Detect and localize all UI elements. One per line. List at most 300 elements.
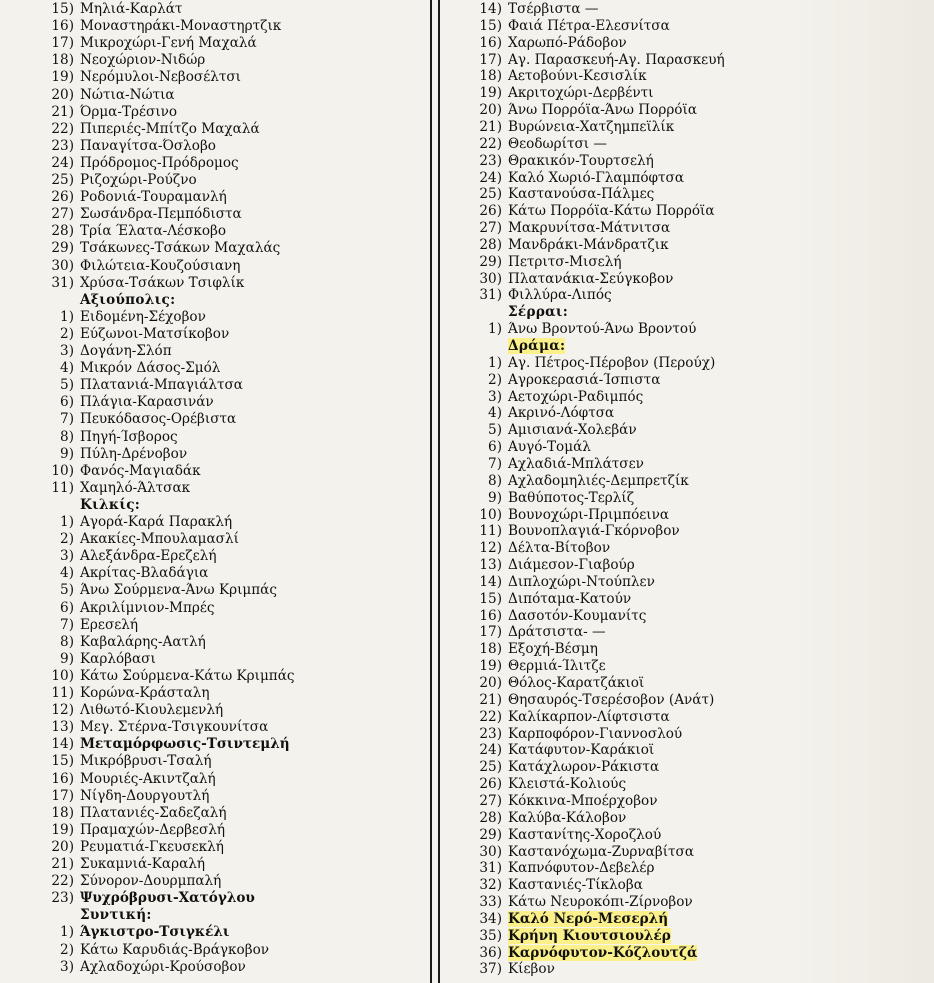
entry-text: Βουνοπλαγιά-Γκόρνοβον: [508, 523, 680, 540]
entry-number: 19): [51, 69, 74, 86]
entry-text: Καστανόχωμα-Ζυρναβίτσα: [508, 843, 695, 860]
entry-number: 6): [60, 394, 74, 411]
entry-text: Μανδράκι-Μάνδρατζικ: [508, 236, 669, 253]
entry-text: Μικρόβρυσι-Τσαλή: [80, 753, 212, 770]
list-entry: [468, 944, 697, 962]
list-entry: [468, 910, 668, 928]
list-entry: [468, 623, 606, 641]
entry-number: 14): [51, 736, 74, 753]
list-entry: [40, 941, 269, 959]
entry-text: Φιλλύρα-Λιπός: [508, 287, 612, 304]
entry-number: 20): [479, 675, 502, 691]
entry-number: 18): [479, 641, 502, 658]
entry-number: 15): [51, 753, 74, 770]
entry-text: Μικροχώρι-Γενή Μαχαλά: [80, 35, 257, 52]
entry-text: Μουριές-Ακιντζαλή: [80, 770, 216, 787]
entry-text: Πιπεριές-Μπίτζο Μαχαλά: [80, 120, 260, 137]
entry-number: 23): [479, 152, 502, 169]
list-entry: [40, 171, 197, 189]
entry-number: 22): [479, 708, 502, 725]
entry-number: 16): [479, 34, 502, 51]
entry-number: 16): [51, 18, 74, 35]
entry-text: Θρακικόν-Τουρτσελή: [508, 152, 654, 169]
list-entry: [40, 410, 236, 428]
entry-text: Βυρώνεια-Χατζημπεϊλίκ: [508, 118, 675, 135]
list-entry: [468, 320, 696, 338]
list-entry: [40, 239, 280, 257]
entry-number: 23): [51, 890, 74, 907]
entry-number: 1): [488, 321, 502, 338]
entry-number: 21): [479, 691, 502, 708]
list-entry: [468, 489, 634, 507]
entry-text: Ακρίτας-Βλαδάγια: [80, 565, 209, 582]
entry-number: 10): [51, 462, 74, 479]
entry-number: 11): [51, 685, 74, 701]
entry-text: Φιλώτεια-Κουζούσιανη: [80, 257, 241, 274]
list-entry: [468, 708, 670, 726]
entry-number: 10): [51, 667, 74, 684]
entry-number: 2): [60, 941, 74, 958]
list-entry: [468, 573, 655, 591]
entry-number: 34): [479, 910, 502, 927]
entry-number: 7): [488, 455, 502, 472]
list-entry: [468, 253, 621, 271]
list-entry: [40, 701, 223, 719]
entry-number: 9): [60, 650, 74, 667]
list-entry: [468, 893, 693, 911]
entry-number: 27): [479, 220, 502, 237]
entry-number: 3): [60, 343, 74, 359]
entry-text: Αλεξάνδρα-Ερεζελή: [80, 548, 217, 565]
list-entry: [40, 462, 201, 480]
column-divider: [430, 0, 432, 983]
entry-number: 14): [479, 1, 502, 17]
entry-text: Αχλαδιά-Μπλάτσεν: [508, 455, 644, 472]
list-entry: [40, 889, 255, 907]
entry-number: 6): [488, 439, 502, 456]
entry-text: Νώτια-Νώτια: [80, 86, 175, 103]
entry-text: Χαρωπό-Ράδοβον: [508, 34, 627, 51]
list-entry: [468, 202, 715, 220]
list-entry: [40, 564, 208, 582]
entry-text: Ακριλίμνιον-Μπρές: [80, 599, 215, 616]
list-entry: [468, 859, 654, 877]
column-divider-double: [438, 0, 440, 983]
entry-number: 24): [479, 169, 502, 186]
entry-text: Λιθωτό-Κιουλεμενλή: [80, 702, 224, 719]
list-entry: [40, 188, 227, 206]
entry-text: Πύλη-Δρένοβον: [80, 445, 188, 462]
list-entry: [468, 286, 612, 304]
entry-text: Διάμεσον-Γιαβούρ: [508, 557, 635, 574]
entry-number: 13): [51, 719, 74, 736]
entry-number: 6): [60, 599, 74, 616]
entry-text: Κατάφυτον-Καράκιοϊ: [508, 742, 655, 759]
list-entry: [40, 958, 246, 976]
list-entry: [40, 154, 239, 172]
entry-text: Πλατανιά-Μπαγιάλτσα: [80, 377, 243, 394]
entry-number: 25): [479, 759, 502, 776]
list-entry: [40, 137, 216, 155]
list-entry: [40, 274, 244, 292]
entry-number: 8): [488, 472, 502, 489]
list-entry: [468, 135, 607, 153]
list-entry: [40, 787, 209, 805]
entry-text: Όρμα-Τρέσινο: [80, 103, 178, 120]
entry-number: 20): [51, 838, 74, 855]
list-entry: [40, 923, 229, 941]
list-entry: [40, 342, 172, 360]
entry-text: Αμισιανά-Χολεβάν: [508, 422, 637, 439]
entry-number: 30): [479, 270, 502, 287]
list-entry: [40, 770, 216, 788]
list-entry: [468, 354, 715, 372]
entry-text: Ακριτοχώρι-Δερβέντι: [508, 85, 654, 102]
list-entry: [40, 616, 138, 634]
entry-number: 30): [479, 843, 502, 860]
entry-text: Κίεβον: [508, 961, 555, 978]
entry-number: 1): [488, 354, 502, 371]
entry-text: Κλειστά-Κολιούς: [508, 776, 627, 793]
list-entry: [468, 185, 654, 203]
list-entry: [468, 236, 669, 254]
entry-text: Συκαμνιά-Καραλή: [80, 856, 206, 872]
entry-number: 23): [479, 725, 502, 742]
entry-text: Χαμηλό-Άλτσακ: [80, 479, 191, 496]
entry-text: Πραμαχών-Δερβεσλή: [80, 821, 226, 838]
list-entry: [468, 691, 714, 709]
list-entry: [468, 775, 626, 793]
entry-number: 21): [51, 103, 74, 120]
entry-text: Μηλιά-Καρλάτ: [80, 1, 183, 17]
entry-number: 15): [479, 17, 502, 34]
entry-number: 36): [479, 944, 502, 961]
entry-number: 28): [479, 809, 502, 826]
entry-number: 31): [479, 287, 502, 304]
entry-text: Κάτω Νευροκόπι-Ζίρνοβον: [508, 894, 693, 911]
list-entry: [40, 633, 206, 651]
entry-number: 3): [60, 958, 74, 975]
list-entry: [468, 539, 610, 557]
entry-text: Νερόμυλοι-Νεβοσέλτσι: [80, 69, 241, 86]
entry-text: Εύζωνοι-Ματσίκοβον: [80, 325, 230, 342]
entry-number: 26): [479, 203, 502, 220]
entry-number: 11): [51, 479, 74, 496]
list-entry: [468, 455, 644, 473]
list-entry: [40, 17, 281, 35]
entry-number: 30): [51, 257, 74, 274]
entry-number: 25): [51, 172, 74, 188]
entry-text: Τρία Έλατα-Λέσκοβο: [80, 223, 227, 240]
entry-number: 25): [479, 186, 502, 203]
entry-number: 17): [51, 35, 74, 52]
list-entry: [468, 17, 670, 35]
entry-text: Άγκιστρο-Τσιγκέλι: [80, 924, 230, 941]
list-entry: [468, 607, 646, 625]
list-entry: [468, 809, 626, 827]
entry-number: 12): [479, 540, 502, 557]
entry-number: 26): [51, 189, 74, 206]
list-entry: [40, 428, 178, 446]
entry-number: 29): [479, 253, 502, 270]
entry-text: Αχλαδομηλιές-Δεμπρετζίκ: [508, 472, 689, 489]
entry-number: 22): [51, 120, 74, 137]
entry-number: 4): [60, 565, 74, 582]
entry-text: Ακακίες-Μπουλαμασλί: [80, 531, 239, 548]
list-entry: [468, 556, 635, 574]
entry-number: 18): [51, 52, 74, 69]
list-entry: [40, 838, 224, 856]
entry-number: 17): [479, 624, 502, 641]
entry-number: 28): [51, 223, 74, 240]
list-entry: [468, 472, 689, 490]
section-heading: [40, 496, 140, 514]
entry-text: Βαθύποτος-Τερλίζ: [508, 489, 635, 506]
section-heading-text: Σέρραι:: [508, 304, 569, 321]
entry-text: Διπλοχώρι-Ντούπλεν: [508, 573, 655, 590]
list-entry: [468, 657, 606, 675]
entry-text: Θόλος-Καρατζάκιοϊ: [508, 675, 645, 691]
list-entry: [40, 0, 182, 18]
entry-text: Άνω Σούρμενα-Άνω Κριμπάς: [80, 582, 277, 599]
list-entry: [40, 393, 214, 411]
section-heading: [40, 291, 175, 309]
entry-number: 8): [60, 428, 74, 445]
entry-text: Κατάχλωρον-Ράκιστα: [508, 759, 660, 776]
entry-text: Καστανίτης-Χοροζλού: [508, 826, 662, 843]
list-entry: [468, 34, 627, 52]
entry-text: Καρνόφυτον-Κόζλουτζά: [508, 944, 698, 961]
list-entry: [40, 308, 206, 326]
entry-text: Αυγό-Τομάλ: [508, 439, 591, 456]
entry-text: Καστανιές-Τίκλοβα: [508, 877, 643, 894]
entry-text: Αετοχώρι-Ραδιμπός: [508, 388, 644, 405]
entry-text: Καλό Χωριό-Γλαμπόφτσα: [508, 169, 684, 186]
entry-text: Εξοχή-Βέσμη: [508, 641, 598, 658]
list-entry: [468, 506, 669, 524]
list-entry: [468, 388, 643, 406]
section-heading: [468, 337, 565, 355]
list-entry: [468, 51, 725, 69]
entry-text: Καρλόβασι: [80, 650, 156, 667]
entry-text: Πευκόδασος-Ορέβιστα: [80, 411, 237, 428]
entry-number: 1): [60, 924, 74, 941]
entry-text: Άνω Βροντού-Άνω Βροντού: [508, 321, 697, 338]
faded-adjacent-page-edge: [790, 0, 934, 983]
entry-number: 27): [479, 792, 502, 809]
entry-number: 7): [60, 411, 74, 428]
list-entry: [40, 479, 190, 497]
entry-number: 1): [60, 308, 74, 325]
list-entry: [468, 438, 591, 456]
entry-number: 37): [479, 961, 502, 978]
list-entry: [468, 169, 684, 187]
entry-text: Άνω Πορρόϊα-Άνω Πορρόϊα: [508, 102, 697, 119]
list-entry: [468, 674, 644, 692]
entry-number: 3): [488, 388, 502, 405]
list-entry: [468, 118, 674, 136]
entry-text: Ψυχρόβρυσι-Χατόγλου: [80, 890, 255, 907]
entry-text: Τσέρβιστα —: [508, 1, 599, 17]
list-entry: [40, 120, 260, 138]
list-entry: [40, 445, 187, 463]
entry-text: Τσάκωνες-Τσάκων Μαχαλάς: [80, 240, 281, 257]
entry-number: 24): [51, 154, 74, 171]
list-entry: [468, 758, 659, 776]
entry-number: 24): [479, 742, 502, 759]
list-entry: [40, 821, 225, 839]
entry-number: 15): [479, 590, 502, 607]
entry-number: 19): [51, 821, 74, 838]
entry-number: 15): [51, 1, 74, 17]
entry-number: 21): [479, 118, 502, 135]
list-entry: [40, 752, 212, 770]
entry-number: 32): [479, 877, 502, 894]
entry-number: 5): [60, 582, 74, 599]
entry-number: 18): [479, 68, 502, 85]
entry-number: 9): [60, 445, 74, 462]
entry-text: Κάτω Καρυδιάς-Βράγκοβον: [80, 941, 270, 958]
list-entry: [40, 735, 290, 753]
entry-number: 19): [479, 85, 502, 102]
entry-text: Καπνόφυτον-Δεβελέρ: [508, 860, 655, 877]
list-entry: [40, 86, 175, 104]
entry-text: Πρόδρομος-Πρόδρομος: [80, 154, 239, 171]
entry-number: 23): [51, 137, 74, 154]
entry-text: Πλατανιές-Σαδεζαλή: [80, 804, 227, 821]
entry-text: Πηγή-Ίσβορος: [80, 428, 178, 445]
list-entry: [40, 51, 205, 69]
entry-number: 19): [479, 658, 502, 675]
entry-text: Μεγ. Στέρνα-Τσιγκουνίτσα: [80, 719, 269, 736]
entry-number: 9): [488, 489, 502, 506]
list-entry: [468, 0, 598, 18]
entry-number: 5): [488, 422, 502, 439]
entry-text: Κάτω Πορρόϊα-Κάτω Πορρόϊα: [508, 203, 715, 220]
list-entry: [40, 257, 240, 275]
list-entry: [40, 684, 210, 702]
section-heading-text: Κιλκίς:: [80, 496, 141, 513]
list-entry: [468, 101, 697, 119]
entry-number: 33): [479, 894, 502, 911]
list-entry: [468, 84, 653, 102]
entry-text: Αγροκερασιά-Ίσπιστα: [508, 371, 661, 388]
list-entry: [40, 599, 215, 617]
entry-text: Ριζοχώρι-Ρούζνο: [80, 172, 197, 188]
entry-number: 5): [60, 377, 74, 394]
entry-number: 4): [488, 405, 502, 422]
entry-text: Δράτσιστα- —: [508, 624, 606, 641]
entry-text: Ακρινό-Λόφτσα: [508, 405, 615, 422]
list-entry: [40, 872, 221, 890]
entry-text: Ερεσελή: [80, 616, 139, 633]
list-entry: [40, 530, 239, 548]
entry-text: Καλύβα-Κάλοβον: [508, 809, 627, 826]
section-heading: [468, 303, 568, 321]
list-entry: [468, 876, 643, 894]
entry-text: Καρποφόρον-Γιαννοσλού: [508, 725, 683, 742]
entry-number: 31): [479, 860, 502, 877]
list-entry: [40, 205, 242, 223]
entry-text: Σύνορον-Δουρμπαλή: [80, 873, 222, 890]
list-entry: [468, 960, 555, 978]
list-entry: [468, 219, 670, 237]
entry-number: 17): [51, 787, 74, 804]
list-entry: [468, 590, 631, 608]
entry-number: 29): [479, 826, 502, 843]
entry-number: 8): [60, 633, 74, 650]
list-entry: [40, 376, 243, 394]
list-entry: [468, 421, 637, 439]
entry-number: 13): [479, 557, 502, 574]
list-entry: [468, 404, 614, 422]
entry-text: Αγ. Πέτρος-Πέροβον (Περούχ): [508, 354, 716, 371]
entry-number: 14): [479, 573, 502, 590]
entry-text: Παναγίτσα-Όσλοβο: [80, 137, 216, 154]
entry-text: Φανός-Μαγιαδάκ: [80, 462, 201, 479]
list-entry: [468, 826, 661, 844]
entry-number: 2): [488, 371, 502, 388]
entry-text: Φαιά Πέτρα-Ελεσνίτσα: [508, 17, 670, 34]
list-entry: [40, 68, 241, 86]
list-entry: [40, 103, 177, 121]
list-entry: [40, 855, 205, 873]
list-entry: [40, 325, 229, 343]
entry-text: Αετοβούνι-Κεσισλίκ: [508, 68, 647, 85]
entry-text: Μικρόν Δάσος-Σμόλ: [80, 360, 221, 377]
entry-number: 31): [51, 274, 74, 291]
entry-text: Πλάγια-Καρασινάν: [80, 394, 214, 411]
section-heading-text: Δράμα:: [508, 338, 566, 354]
entry-number: 26): [479, 776, 502, 793]
entry-number: 35): [479, 927, 502, 944]
entry-number: 16): [51, 770, 74, 787]
list-entry: [40, 667, 295, 685]
list-entry: [40, 34, 257, 52]
entry-number: 20): [51, 86, 74, 103]
list-entry: [468, 792, 658, 810]
entry-text: Κρήνη Κιουτσιουλέρ: [508, 927, 671, 944]
entry-number: 27): [51, 206, 74, 223]
section-heading-text: Αξιούπολις:: [80, 291, 176, 308]
entry-text: Καστανούσα-Πάλμες: [508, 186, 655, 203]
entry-number: 3): [60, 548, 74, 565]
entry-text: Μακρυνίτσα-Μάτνιτσα: [508, 220, 671, 237]
list-entry: [40, 513, 232, 531]
entry-text: Διπόταμα-Κατούν: [508, 590, 632, 607]
entry-number: 28): [479, 236, 502, 253]
entry-text: Αχλαδοχώρι-Κρούσοβον: [80, 958, 246, 975]
entry-text: Κάτω Σούρμενα-Κάτω Κριμπάς: [80, 667, 295, 684]
entry-text: Μοναστηράκι-Μοναστηρτζικ: [80, 18, 282, 35]
entry-text: Νεοχώριον-Νιδώρ: [80, 52, 206, 69]
entry-text: Δασοτόν-Κουμανίτς: [508, 607, 647, 624]
list-entry: [468, 270, 673, 288]
entry-number: 29): [51, 240, 74, 257]
entry-text: Πλατανάκια-Σεύγκοβον: [508, 270, 674, 287]
entry-number: 12): [51, 702, 74, 719]
entry-text: Μεταμόρφωσις-Τσιντεμλή: [80, 736, 290, 753]
entry-number: 7): [60, 616, 74, 633]
entry-text: Ροδονιά-Τουραμανλή: [80, 189, 227, 206]
entry-number: 4): [60, 360, 74, 377]
list-entry: [40, 222, 226, 240]
entry-number: 22): [51, 873, 74, 890]
entry-number: 10): [479, 506, 502, 523]
entry-number: 21): [51, 856, 74, 872]
list-entry: [468, 152, 654, 170]
list-entry: [40, 581, 277, 599]
